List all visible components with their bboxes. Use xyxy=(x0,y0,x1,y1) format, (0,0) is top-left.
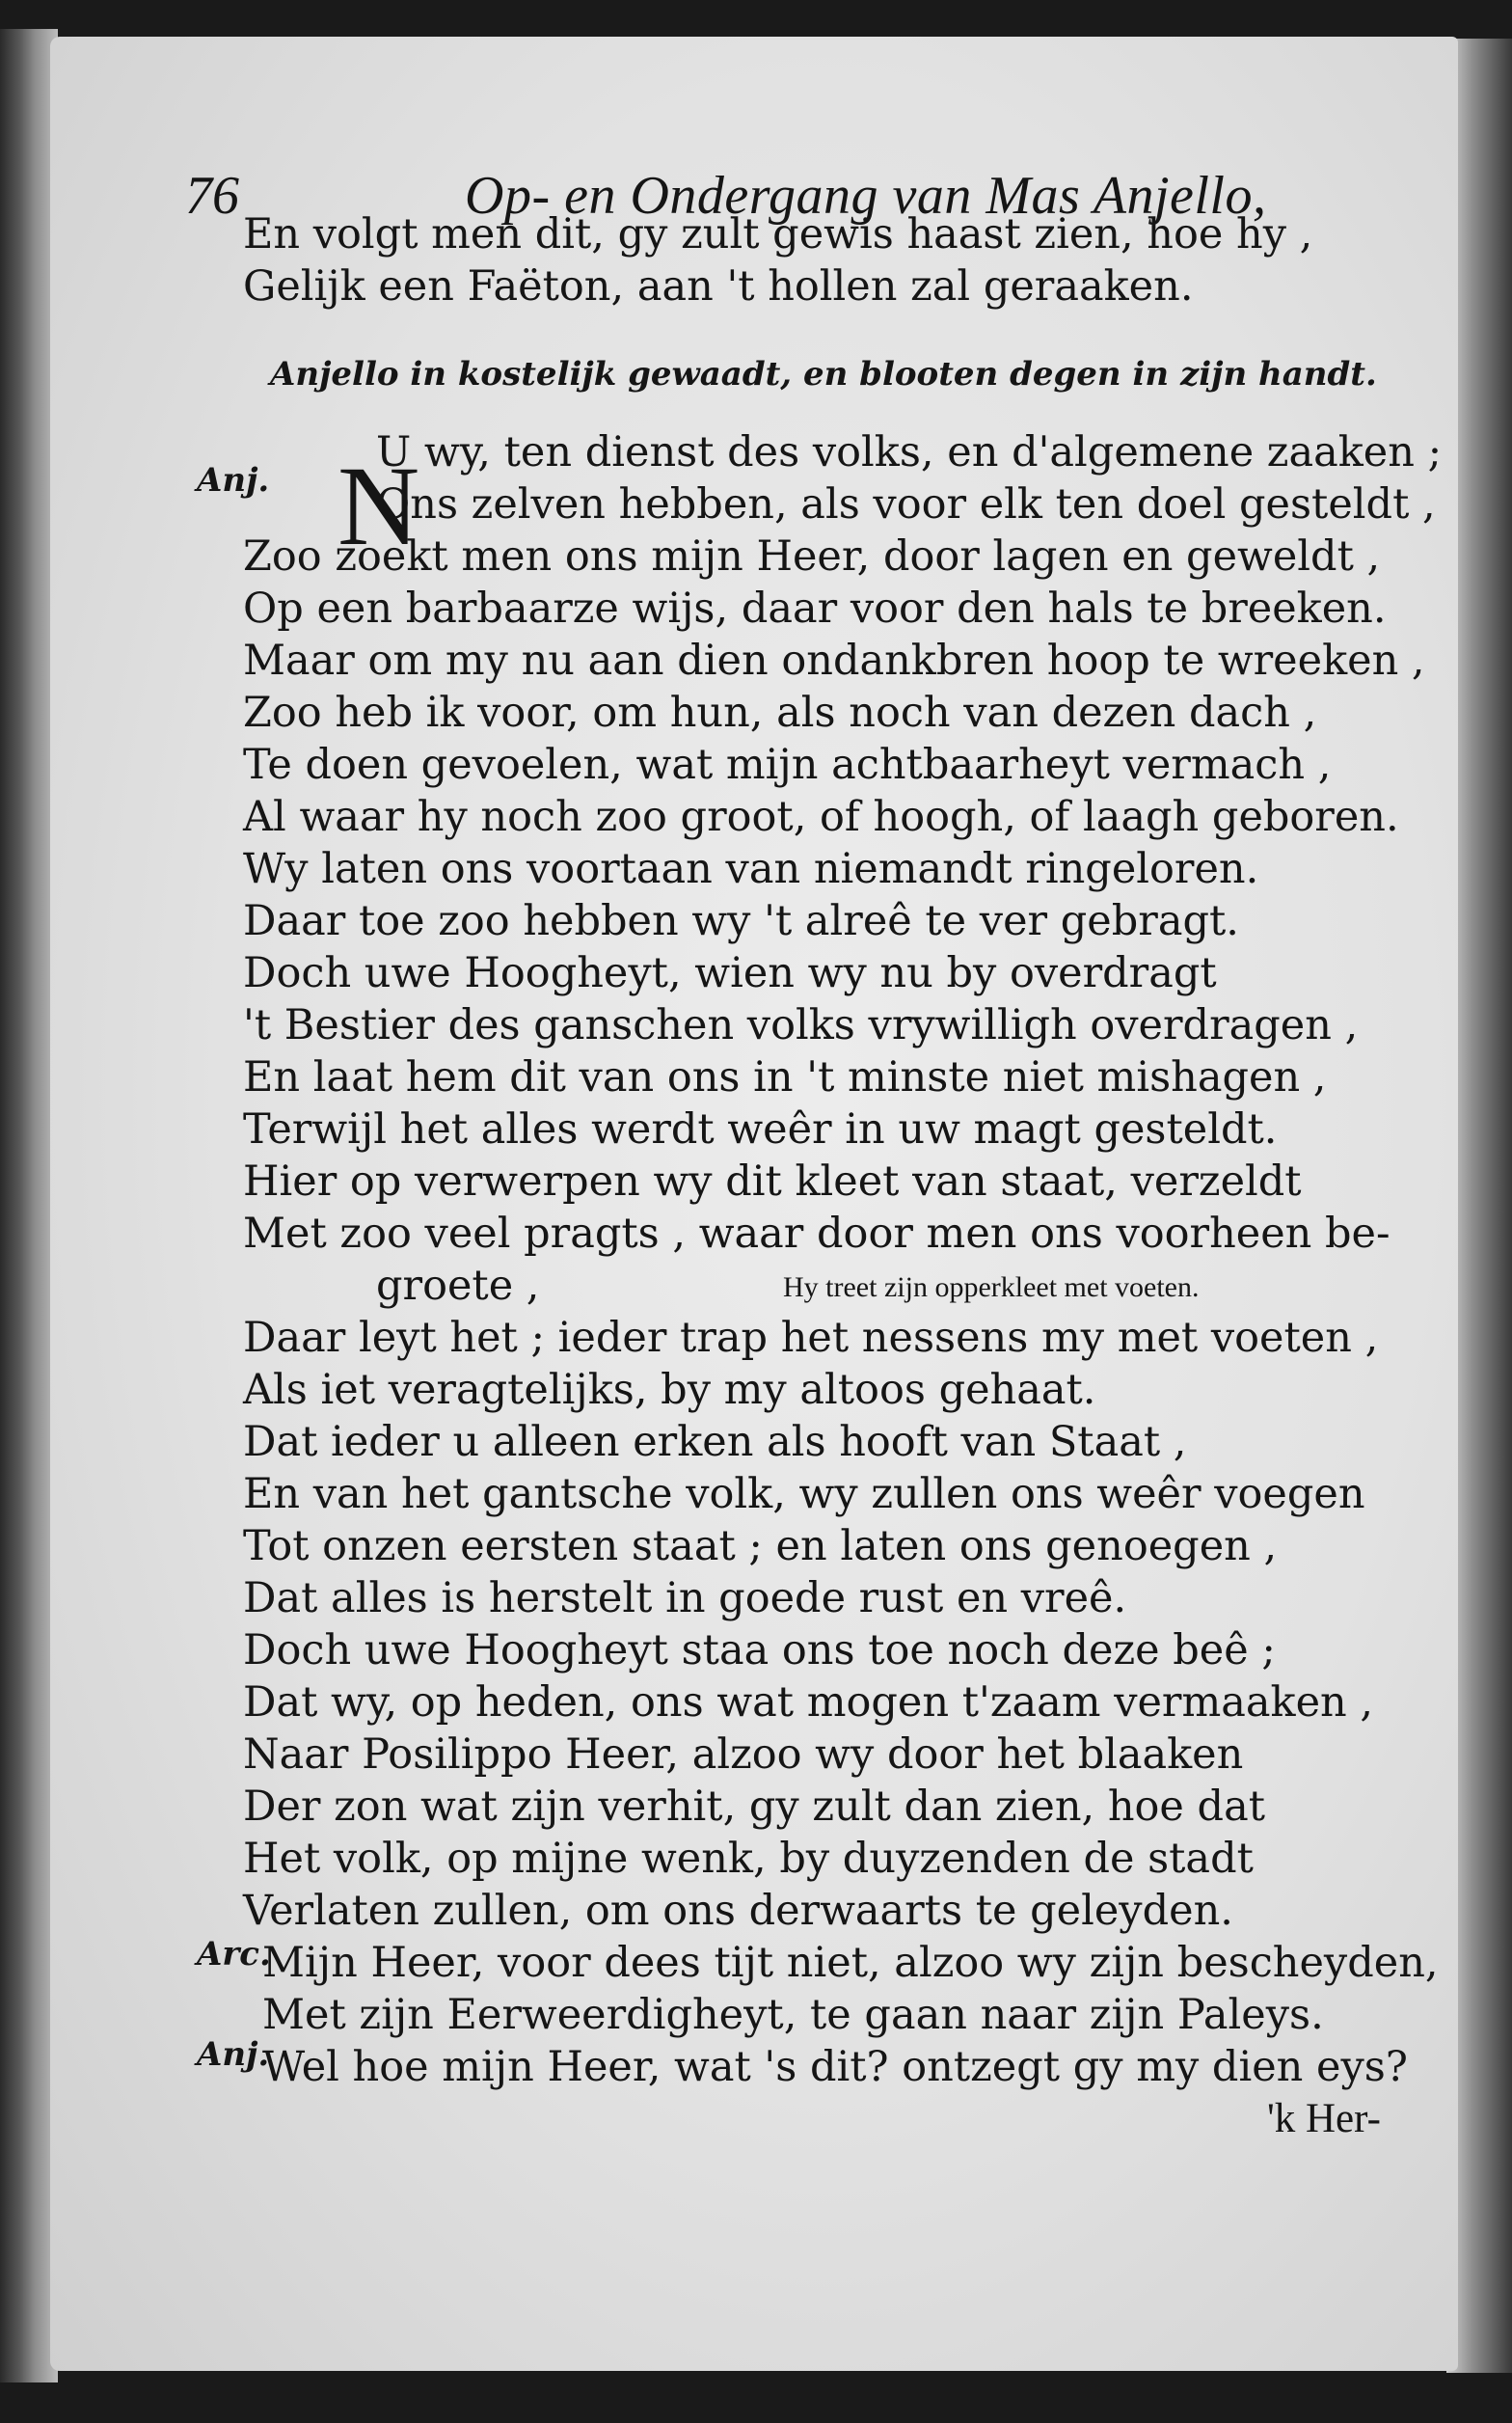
verse-line: Gelijk een Faëton, aan 't hollen zal geraaken. xyxy=(243,262,1194,311)
verse-line: Dat wy, op heden, ons wat mogen t'zaam vermaaken , xyxy=(243,1678,1374,1727)
verse-line: Doch uwe Hoogheyt staa ons toe noch deze beê ; xyxy=(243,1626,1276,1674)
verse-line: Daar toe zoo hebben wy 't alreê te ver gebragt. xyxy=(243,897,1239,945)
verse-line: Met zoo veel pragts , waar door men ons voorheen be- xyxy=(243,1210,1390,1258)
verse-line: Ons zelven hebben, als voor elk ten doel gesteldt , xyxy=(376,480,1436,529)
verse-line: Wel hoe mijn Heer, wat 's dit? ontzegt gy my dien eys? xyxy=(262,2043,1408,2091)
verse-line: Doch uwe Hoogheyt, wien wy nu by overdragt xyxy=(243,949,1217,997)
verse-line: Verlaten zullen, om ons derwaarts te geleyden. xyxy=(243,1887,1233,1935)
verse-line: Wy laten ons voortaan van niemandt ringeloren. xyxy=(243,845,1259,893)
verse-line: Tot onzen eersten staat ; en laten ons genoegen , xyxy=(243,1522,1278,1570)
verse-line: Al waar hy noch zoo groot, of hoogh, of laagh geboren. xyxy=(243,793,1399,841)
verse-line: U wy, ten dienst des volks, en d'algemene zaaken ; xyxy=(376,428,1443,476)
verse-line: Maar om my nu aan dien ondankbren hoop te wreeken , xyxy=(243,637,1425,685)
running-title: Op- en Ondergang van Mas Anjello, xyxy=(465,166,1267,226)
verse-line: Dat ieder u alleen erken als hooft van Staat , xyxy=(243,1418,1187,1466)
verse-line: Terwijl het alles werdt weêr in uw magt gesteldt. xyxy=(243,1105,1278,1154)
verse-line: groete , xyxy=(376,1262,540,1310)
verse-line: Hier op verwerpen wy dit kleet van staat, verzeldt xyxy=(243,1157,1302,1206)
book-page xyxy=(50,37,1458,2371)
book-gutter xyxy=(0,29,58,2382)
verse-line: Op een barbaarze wijs, daar voor den hals te breeken. xyxy=(243,585,1387,633)
verse-line: Dat alles is herstelt in goede rust en vreê. xyxy=(243,1574,1127,1622)
verse-line: En laat hem dit van ons in 't minste niet mishagen , xyxy=(243,1053,1327,1102)
verse-line: 't Bestier des ganschen volks vrywilligh overdragen , xyxy=(243,1001,1359,1049)
verse-line: En van het gantsche volk, wy zullen ons weêr voegen xyxy=(243,1470,1365,1518)
verse-line: Zoo zoekt men ons mijn Heer, door lagen en geweldt , xyxy=(243,532,1381,581)
verse-line: Daar leyt het ; ieder trap het nessens my met voeten , xyxy=(243,1314,1379,1362)
verse-line: Zoo heb ik voor, om hun, als noch van dezen dach , xyxy=(243,689,1317,737)
inline-stage-direction: Hy treet zijn opperkleet met voeten. xyxy=(783,1271,1200,1303)
verse-line: Als iet veragtelijks, by my altoos gehaat. xyxy=(243,1366,1096,1414)
page-number: 76 xyxy=(185,166,239,226)
verse-line: Mijn Heer, voor dees tijt niet, alzoo wy zijn bescheyden, xyxy=(262,1939,1439,1987)
verse-line: Der zon wat zijn verhit, gy zult dan zien, hoe dat xyxy=(243,1783,1265,1831)
catchword: 'k Her- xyxy=(1267,2096,1381,2141)
speaker-label: Arc. xyxy=(197,1935,271,1974)
speaker-label: Anj. xyxy=(197,461,270,500)
stage-direction: Anjello in kostelijk gewaadt, en blooten degen in zijn handt. xyxy=(270,355,1377,394)
verse-line: Met zijn Eerweerdigheyt, te gaan naar zijn Paleys. xyxy=(262,1991,1324,2039)
speaker-label: Anj. xyxy=(197,2035,270,2074)
drop-capital: N xyxy=(338,443,420,569)
verse-line: En volgt men dit, gy zult gewis haast zien, hoe hy , xyxy=(243,210,1313,259)
verse-line: Het volk, op mijne wenk, by duyzenden de stadt xyxy=(243,1835,1254,1883)
verse-line: Naar Posilippo Heer, alzoo wy door het blaaken xyxy=(243,1730,1244,1779)
verse-line: Te doen gevoelen, wat mijn achtbaarheyt vermach , xyxy=(243,741,1332,789)
